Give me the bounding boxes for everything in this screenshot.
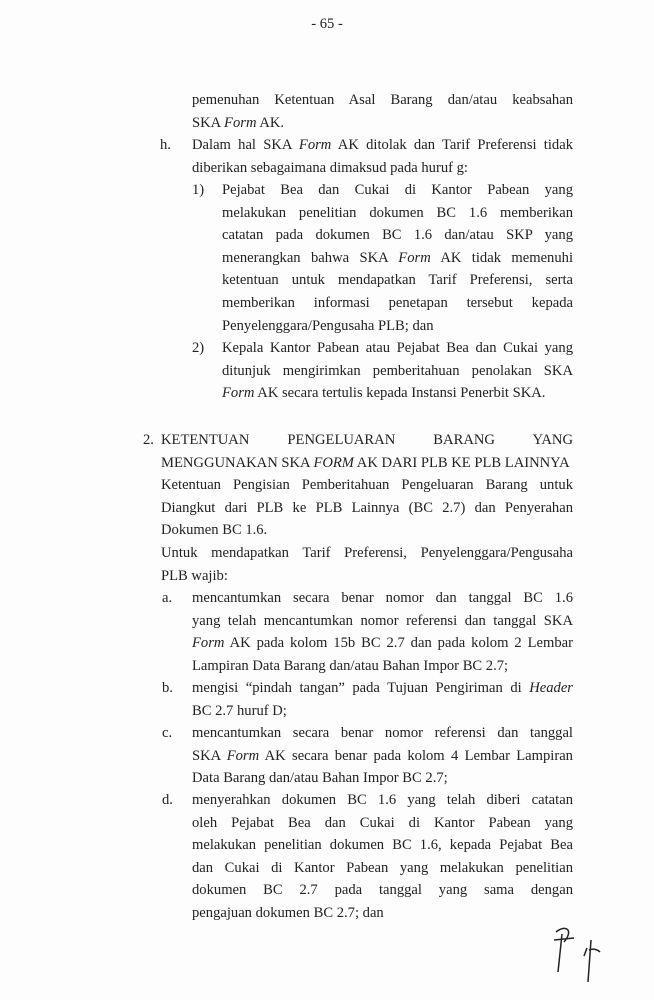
text-line: oleh Pejabat Bea dan Cukai di Kantor Pabean yang [192, 814, 573, 831]
text-line: Ketentuan Pengisian Pemberitahuan Pengeluaran Barang untuk [161, 477, 573, 493]
text-line: melakukan penelitian dokumen BC 1.6, kepada Pejabat Bea [192, 837, 573, 854]
list-marker: 2. [143, 432, 154, 448]
text-line: memberikan informasi penetapan tersebut kepada [222, 295, 573, 311]
text-line: Data Barang dan/atau Bahan Impor BC 2.7; [192, 770, 448, 787]
text-line: mengisi “pindah tangan” pada Tujuan Pengiriman di Header [192, 680, 573, 696]
text-line: Untuk mendapatkan Tarif Preferensi, Penyelenggara/Pengusaha [161, 545, 573, 561]
italic-term: Form [226, 747, 260, 764]
text-line: pengajuan dokumen BC 2.7; dan [192, 905, 384, 921]
text-line: dokumen BC 2.7 pada tanggal yang sama dengan [192, 882, 573, 899]
text-line: pemenuhan Ketentuan Asal Barang dan/atau keabsahan [192, 92, 573, 108]
text-line: ketentuan untuk mendapatkan Tarif Preferensi, serta [222, 272, 573, 289]
text-line: SKA Form AK. [192, 114, 285, 131]
text-line: catatan pada dokumen BC 1.6 dan/atau SKP yang [222, 227, 573, 244]
text-line: Pejabat Bea dan Cukai di Kantor Pabean yang [222, 182, 573, 198]
text-line: Diangkut dari PLB ke PLB Lainnya (BC 2.7) dan Penyerahan [161, 499, 573, 516]
text-line: diberikan sebagaimana dimaksud pada huruf g: [192, 159, 468, 176]
text-line: Dokumen BC 1.6. [161, 522, 268, 539]
text-line: MENGGUNAKAN SKA FORM AK DARI PLB KE PLB LAINNYA [161, 454, 570, 471]
italic-term: Form [398, 249, 431, 266]
text-line: mencantumkan secara benar nomor referensi dan tanggal [192, 725, 573, 741]
text-line: SKA Form AK secara benar pada kolom 4 Lembar Lampiran [192, 747, 573, 764]
text-line: melakukan penelitian dokumen BC 1.6 memberikan [222, 204, 573, 221]
text-line: menyerahkan dokumen BC 1.6 yang telah diberi catatan [192, 792, 573, 808]
text-line: Kepala Kantor Pabean atau Pejabat Bea dan Cukai yang [222, 340, 573, 356]
italic-term: Form [224, 114, 257, 131]
italic-term: Header [529, 680, 573, 696]
text-line: Penyelenggara/Pengusaha PLB; dan [222, 317, 434, 334]
text-line: Form AK pada kolom 15b BC 2.7 dan pada kolom 2 Lembar [192, 635, 573, 652]
italic-term: Form [222, 385, 255, 402]
italic-term: Form [298, 137, 332, 153]
text-line: PLB wajib: [161, 567, 228, 584]
text-line: Form AK secara tertulis kepada Instansi Penerbit SKA. [222, 385, 546, 402]
list-marker: h. [160, 137, 171, 153]
italic-term: FORM [313, 454, 354, 471]
signature-initials [540, 920, 620, 990]
italic-term: Form [192, 635, 225, 652]
text-line: mencantumkan secara benar nomor dan tanggal BC 1.6 [192, 590, 573, 606]
text-line: BC 2.7 huruf D; [192, 702, 287, 719]
text-line: KETENTUAN PENGELUARAN BARANG YANG [161, 432, 573, 448]
list-marker: 2) [192, 340, 205, 356]
text-line: ditunjuk mengirimkan pemberitahuan penolakan SKA [222, 362, 573, 379]
list-marker: 1) [192, 182, 205, 198]
text-line: dan Cukai di Kantor Pabean yang melakukan penelitian [192, 859, 573, 876]
text-line: yang telah mencantumkan nomor referensi dan tanggal SKA [192, 612, 573, 629]
text-line: menerangkan bahwa SKA Form AK tidak memenuhi [222, 249, 573, 266]
text-line: Dalam hal SKA Form AK ditolak dan Tarif Preferensi tidak [192, 137, 573, 153]
page-number: - 65 - [311, 16, 343, 32]
list-marker: c. [162, 725, 173, 741]
list-marker: d. [162, 792, 173, 808]
text-line: Lampiran Data Barang dan/atau Bahan Impor BC 2.7; [192, 657, 509, 674]
list-marker: b. [162, 680, 173, 696]
list-marker: a. [162, 590, 173, 606]
